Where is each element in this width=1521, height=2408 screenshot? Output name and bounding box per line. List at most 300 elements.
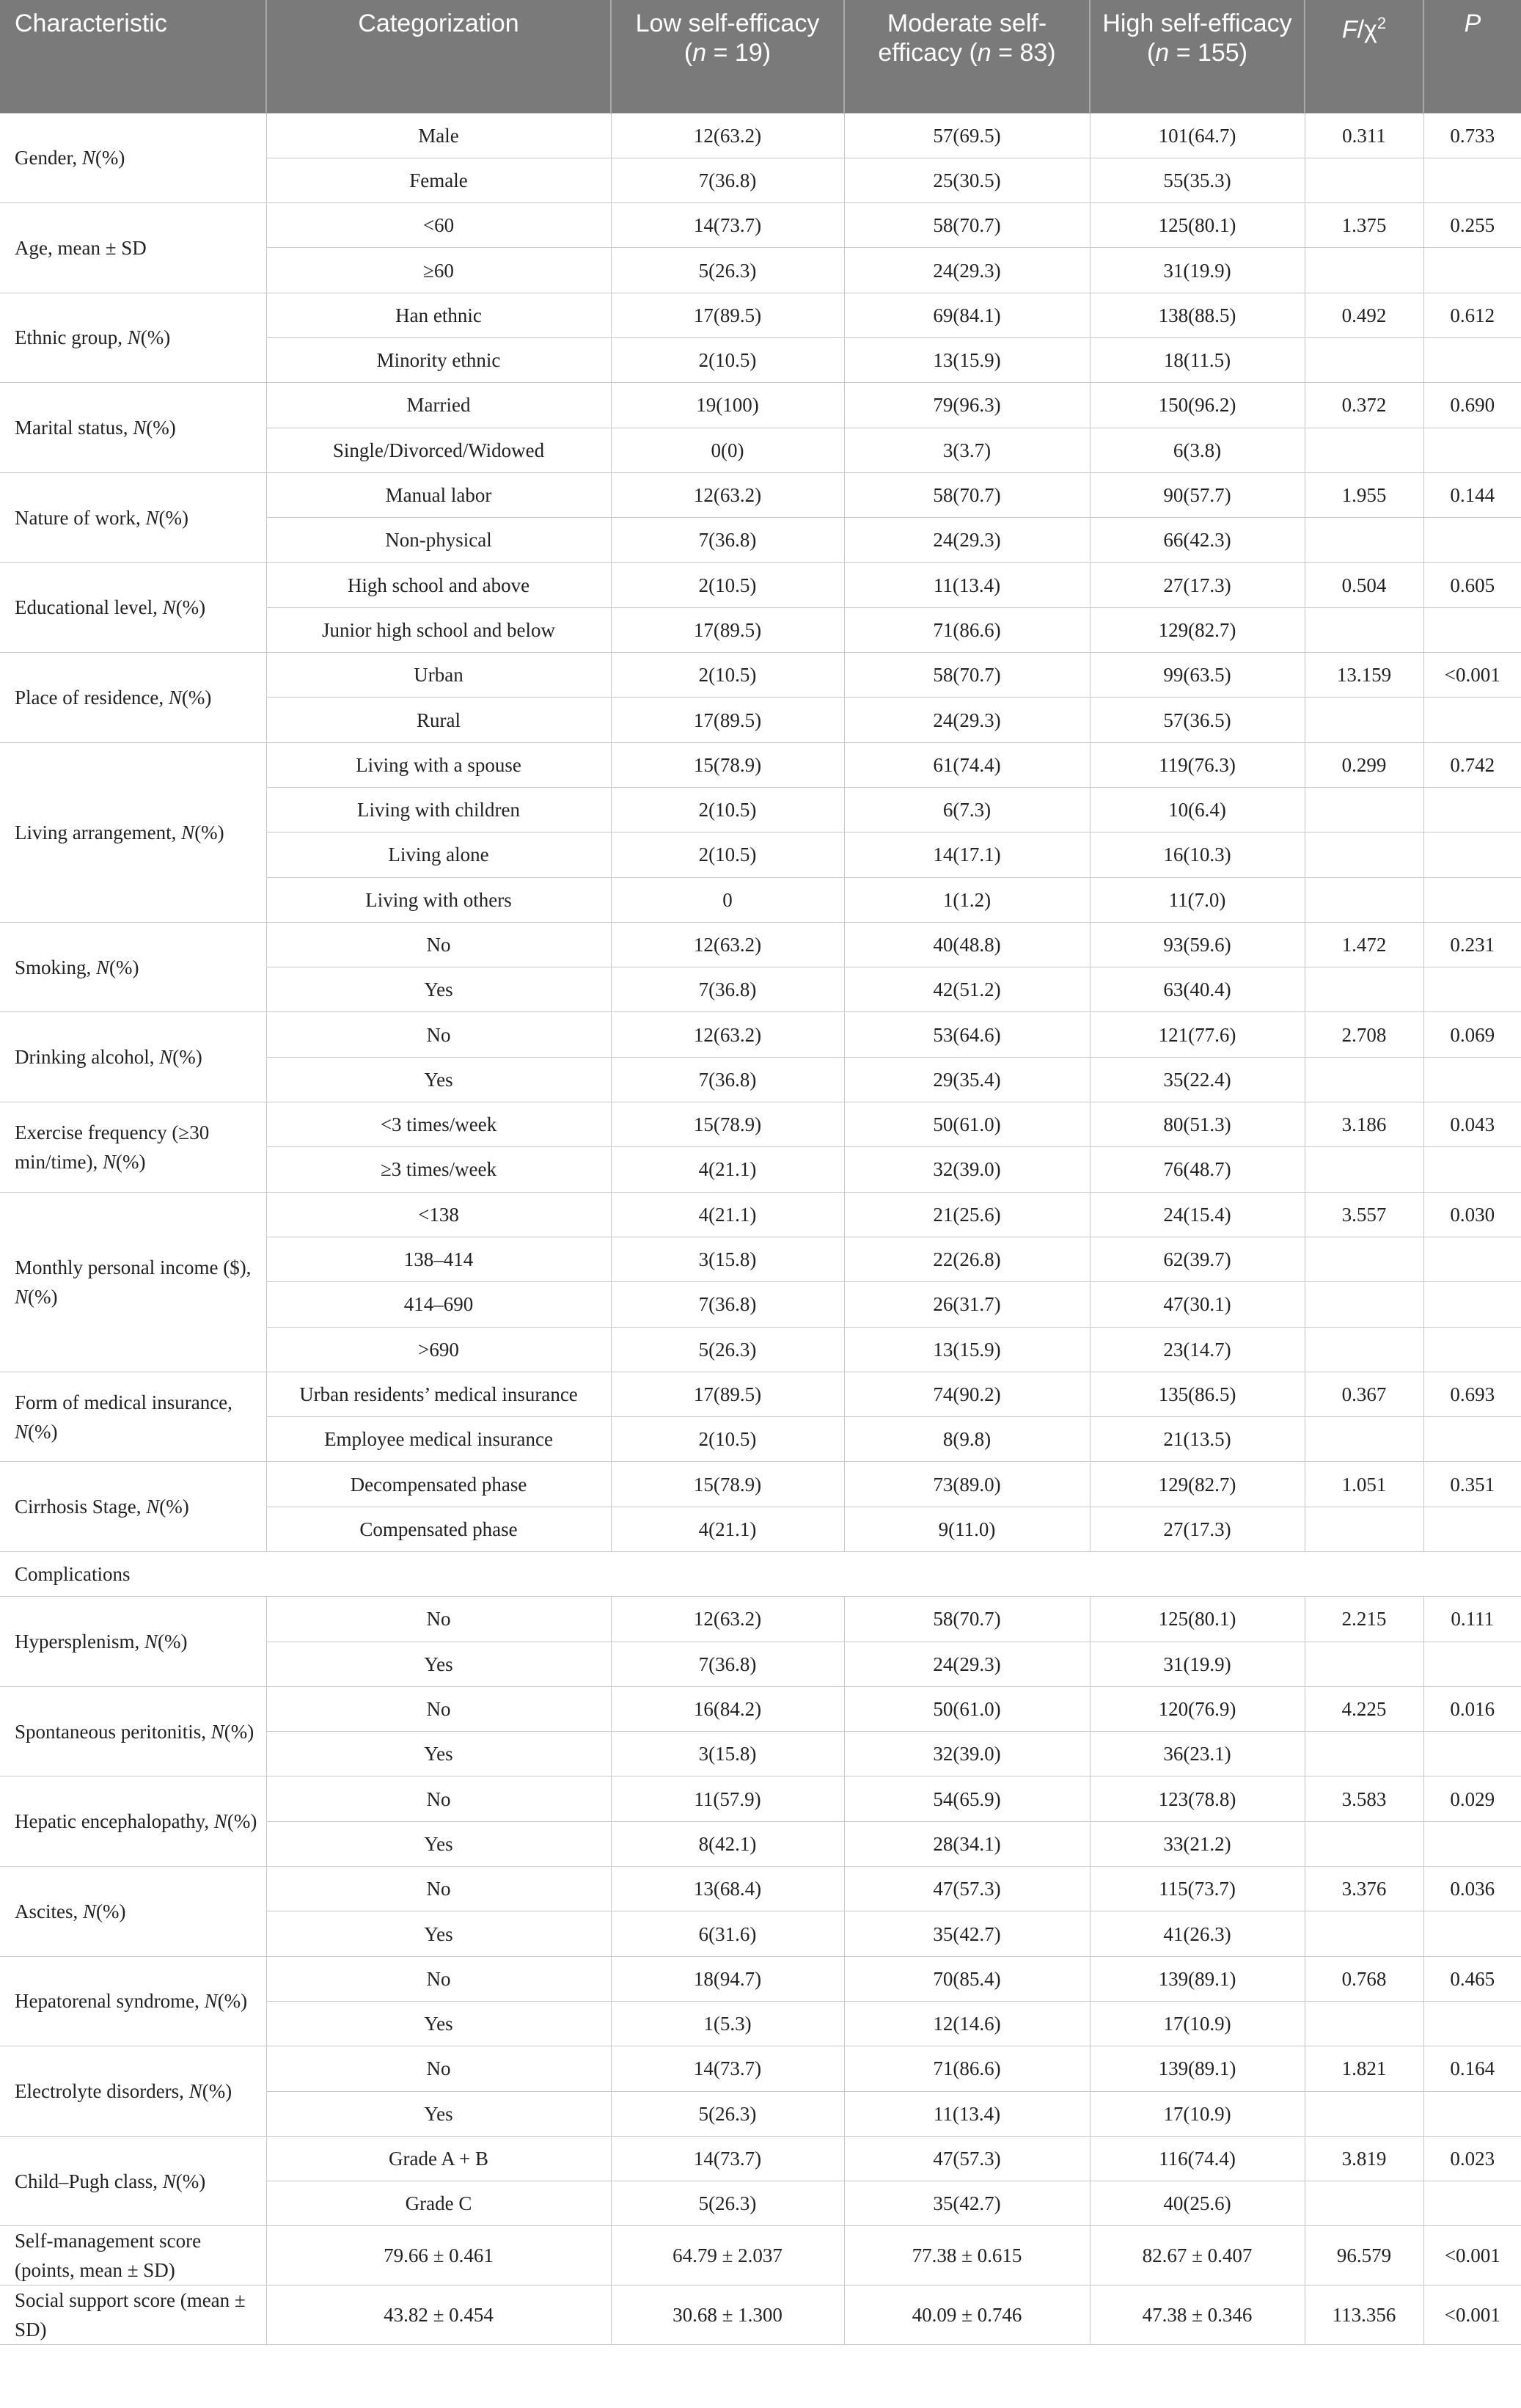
table-row (0, 2286, 1521, 2345)
high-cell: 139(89.1) (1090, 1956, 1305, 2001)
low-cell: 5(26.3) (611, 2181, 844, 2226)
high-cell: 129(82.7) (1090, 607, 1305, 652)
category-cell: Yes (266, 1057, 611, 1102)
category-cell: Living with children (266, 787, 611, 832)
category-cell: Female (266, 158, 611, 202)
moderate-cell: 12(14.6) (844, 2001, 1090, 2046)
p-value-cell: 0.255 (1423, 203, 1521, 248)
symbol-text: N (162, 2170, 176, 2192)
moderate-cell: 69(84.1) (844, 293, 1090, 337)
statistic-cell: 3.186 (1305, 1102, 1423, 1147)
statistic-cell: 4.225 (1305, 1686, 1423, 1731)
low-cell: 5(26.3) (611, 248, 844, 293)
p-value-cell: 0.043 (1423, 1102, 1521, 1147)
category-cell: Living alone (266, 832, 611, 877)
high-cell: 17(10.9) (1090, 2001, 1305, 2046)
moderate-cell: 47(57.3) (844, 1867, 1090, 1911)
characteristic-cell: Hepatic encephalopathy, N(%) (0, 1776, 266, 1867)
moderate-cell: 28(34.1) (844, 1821, 1090, 1866)
symbol-text: N (168, 686, 182, 709)
low-cell: 7(36.8) (611, 1057, 844, 1102)
symbol-text: N (96, 956, 110, 978)
symbol-text: N (15, 1420, 29, 1443)
low-cell: 7(36.8) (611, 518, 844, 563)
statistic-cell: 1.375 (1305, 203, 1423, 248)
table-row (0, 2046, 1521, 2091)
high-cell: 123(78.8) (1090, 1776, 1305, 1821)
category-cell: High school and above (266, 563, 611, 607)
category-cell: No (266, 1956, 611, 2001)
low-cell: 2(10.5) (611, 1417, 844, 1462)
category-cell: Compensated phase (266, 1507, 611, 1551)
category-cell: 138–414 (266, 1237, 611, 1281)
symbol-text: N (82, 1900, 96, 1922)
low-cell: 2(10.5) (611, 563, 844, 607)
statistic-cell (1305, 1417, 1423, 1462)
moderate-cell: 14(17.1) (844, 832, 1090, 877)
statistic-cell (1305, 787, 1423, 832)
high-cell: 17(10.9) (1090, 2091, 1305, 2136)
statistic-cell: 0.768 (1305, 1956, 1423, 2001)
table-row (0, 1372, 1521, 1416)
category-cell: Manual labor (266, 472, 611, 517)
category-cell: Non-physical (266, 518, 611, 563)
category-cell: No (266, 1597, 611, 1642)
p-value-cell: 0.733 (1423, 113, 1521, 158)
p-value-cell (1423, 1327, 1521, 1372)
moderate-cell: 57(69.5) (844, 113, 1090, 158)
moderate-cell: 6(7.3) (844, 787, 1090, 832)
characteristic-cell: Child–Pugh class, N(%) (0, 2136, 266, 2226)
high-cell: 129(82.7) (1090, 1462, 1305, 1507)
p-value-cell: 0.016 (1423, 1686, 1521, 1731)
p-value-cell (1423, 787, 1521, 832)
moderate-cell: 11(13.4) (844, 563, 1090, 607)
symbol-text: N (144, 1631, 158, 1653)
moderate-cell: 40(48.8) (844, 922, 1090, 967)
table-row (0, 653, 1521, 698)
low-cell: 0(0) (611, 428, 844, 472)
high-cell: 27(17.3) (1090, 1507, 1305, 1551)
symbol-text: N (162, 596, 176, 619)
low-cell: 18(94.7) (611, 1956, 844, 2001)
low-cell: 64.79 ± 2.037 (611, 2226, 844, 2286)
p-value-cell (1423, 2001, 1521, 2046)
p-value-cell (1423, 1507, 1521, 1551)
high-cell: 93(59.6) (1090, 922, 1305, 967)
moderate-cell: 58(70.7) (844, 203, 1090, 248)
table-row (0, 1686, 1521, 1731)
high-cell: 40(25.6) (1090, 2181, 1305, 2226)
low-cell: 19(100) (611, 383, 844, 428)
p-value-cell (1423, 1642, 1521, 1686)
p-value-cell: 0.605 (1423, 563, 1521, 607)
table-row (0, 1956, 1521, 2001)
moderate-cell: 35(42.7) (844, 2181, 1090, 2226)
header-high-self-efficacy: High self-efficacy (n = 155) (1090, 0, 1305, 113)
p-value-cell (1423, 832, 1521, 877)
p-value-cell (1423, 877, 1521, 922)
low-cell: 6(31.6) (611, 1911, 844, 1956)
statistic-cell: 3.819 (1305, 2136, 1423, 2181)
low-cell: 13(68.4) (611, 1867, 844, 1911)
table-row (0, 1867, 1521, 1911)
category-cell: Yes (266, 1732, 611, 1776)
symbol-text: N (210, 1720, 224, 1743)
statistic-cell (1305, 1057, 1423, 1102)
high-cell: 119(76.3) (1090, 742, 1305, 787)
table-row (0, 113, 1521, 158)
moderate-cell: 22(26.8) (844, 1237, 1090, 1281)
symbol-text: N (133, 417, 147, 439)
statistic-cell (1305, 877, 1423, 922)
category-cell: No (266, 1012, 611, 1057)
p-value-cell (1423, 158, 1521, 202)
statistic-cell (1305, 832, 1423, 877)
p-value-cell: <0.001 (1423, 2286, 1521, 2345)
p-value-cell: <0.001 (1423, 2226, 1521, 2286)
category-cell: No (266, 1776, 611, 1821)
low-cell: 12(63.2) (611, 472, 844, 517)
category-cell: Han ethnic (266, 293, 611, 337)
p-value-cell (1423, 1911, 1521, 1956)
high-cell: 21(13.5) (1090, 1417, 1305, 1462)
table-row (0, 563, 1521, 607)
moderate-cell: 71(86.6) (844, 2046, 1090, 2091)
statistic-cell (1305, 967, 1423, 1012)
characteristic-cell: Self-management score (points, mean ± SD) (0, 2226, 266, 2286)
high-cell: 55(35.3) (1090, 158, 1305, 202)
p-value-cell: 0.693 (1423, 1372, 1521, 1416)
low-cell: 15(78.9) (611, 742, 844, 787)
category-cell: Yes (266, 1642, 611, 1686)
low-cell: 12(63.2) (611, 1012, 844, 1057)
moderate-cell: 40.09 ± 0.746 (844, 2286, 1090, 2345)
statistic-cell (1305, 1642, 1423, 1686)
high-cell: 116(74.4) (1090, 2136, 1305, 2181)
statistic-cell: 0.504 (1305, 563, 1423, 607)
low-cell: 16(84.2) (611, 1686, 844, 1731)
high-cell: 139(89.1) (1090, 2046, 1305, 2091)
statistic-cell (1305, 1282, 1423, 1327)
statistic-cell: 3.557 (1305, 1192, 1423, 1237)
low-cell: 30.68 ± 1.300 (611, 2286, 844, 2345)
statistic-cell (1305, 2001, 1423, 2046)
characteristic-cell: Smoking, N(%) (0, 922, 266, 1012)
moderate-cell: 1(1.2) (844, 877, 1090, 922)
category-cell: Grade A + B (266, 2136, 611, 2181)
moderate-cell: 24(29.3) (844, 518, 1090, 563)
high-cell: 115(73.7) (1090, 1867, 1305, 1911)
characteristic-cell: Cirrhosis Stage, N(%) (0, 1462, 266, 1552)
moderate-cell: 50(61.0) (844, 1102, 1090, 1147)
category-cell: Urban residents’ medical insurance (266, 1372, 611, 1416)
moderate-cell: 13(15.9) (844, 337, 1090, 382)
table-row (0, 922, 1521, 967)
moderate-cell: 70(85.4) (844, 1956, 1090, 2001)
category-cell: No (266, 1686, 611, 1731)
low-cell: 15(78.9) (611, 1102, 844, 1147)
high-cell: 35(22.4) (1090, 1057, 1305, 1102)
category-cell: Yes (266, 1911, 611, 1956)
p-value-cell (1423, 967, 1521, 1012)
p-value-cell (1423, 428, 1521, 472)
symbol-text: N (213, 1810, 227, 1833)
category-cell: No (266, 1867, 611, 1911)
p-value-cell: 0.164 (1423, 2046, 1521, 2091)
p-value-cell (1423, 1282, 1521, 1327)
table-row (0, 1597, 1521, 1642)
moderate-cell: 24(29.3) (844, 1642, 1090, 1686)
characteristic-cell: Marital status, N(%) (0, 383, 266, 473)
moderate-cell: 53(64.6) (844, 1012, 1090, 1057)
header-row (0, 0, 1521, 113)
low-cell: 0 (611, 877, 844, 922)
category-cell: No (266, 922, 611, 967)
statistic-cell: 0.311 (1305, 113, 1423, 158)
category-cell: Grade C (266, 2181, 611, 2226)
header-low-self-efficacy: Low self-efficacy (n = 19) (611, 0, 844, 113)
symbol-text: N (145, 506, 159, 529)
characteristic-cell: Place of residence, N(%) (0, 653, 266, 743)
high-cell: 101(64.7) (1090, 113, 1305, 158)
high-cell: 138(88.5) (1090, 293, 1305, 337)
statistic-cell (1305, 1327, 1423, 1372)
table-row (0, 2136, 1521, 2181)
characteristic-cell: Social support score (mean ± SD) (0, 2286, 266, 2345)
moderate-cell: 32(39.0) (844, 1732, 1090, 1776)
category-cell: Rural (266, 698, 611, 742)
moderate-cell: 58(70.7) (844, 653, 1090, 698)
high-cell: 47(30.1) (1090, 1282, 1305, 1327)
low-cell: 2(10.5) (611, 653, 844, 698)
statistic-cell: 2.215 (1305, 1597, 1423, 1642)
low-cell: 7(36.8) (611, 158, 844, 202)
high-cell: 36(23.1) (1090, 1732, 1305, 1776)
table-row (0, 1192, 1521, 1237)
moderate-cell: 74(90.2) (844, 1372, 1090, 1416)
p-value-cell (1423, 2181, 1521, 2226)
p-value-cell: 0.030 (1423, 1192, 1521, 1237)
characteristic-cell: Hypersplenism, N(%) (0, 1597, 266, 1687)
high-cell: 10(6.4) (1090, 787, 1305, 832)
statistic-cell: 3.583 (1305, 1776, 1423, 1821)
table-body (0, 113, 1521, 2345)
low-cell: 17(89.5) (611, 293, 844, 337)
p-value-cell (1423, 1057, 1521, 1102)
low-cell: 17(89.5) (611, 698, 844, 742)
p-value-cell: 0.742 (1423, 742, 1521, 787)
statistic-cell: 13.159 (1305, 653, 1423, 698)
p-value-cell: 0.465 (1423, 1956, 1521, 2001)
p-value-cell (1423, 337, 1521, 382)
low-cell: 14(73.7) (611, 2046, 844, 2091)
category-cell: <138 (266, 1192, 611, 1237)
moderate-cell: 3(3.7) (844, 428, 1090, 472)
high-cell: 27(17.3) (1090, 563, 1305, 607)
high-cell: 125(80.1) (1090, 203, 1305, 248)
category-cell: Minority ethnic (266, 337, 611, 382)
low-cell: 2(10.5) (611, 787, 844, 832)
moderate-cell: 50(61.0) (844, 1686, 1090, 1731)
high-cell: 23(14.7) (1090, 1327, 1305, 1372)
statistic-cell (1305, 1507, 1423, 1551)
section-row (0, 1552, 1521, 1597)
category-cell: Junior high school and below (266, 607, 611, 652)
statistic-cell: 3.376 (1305, 1867, 1423, 1911)
p-value-cell: 0.612 (1423, 293, 1521, 337)
moderate-cell: 58(70.7) (844, 1597, 1090, 1642)
category-cell: Yes (266, 2091, 611, 2136)
characteristic-cell: Living arrangement, N(%) (0, 742, 266, 922)
high-cell: 135(86.5) (1090, 1372, 1305, 1416)
statistic-cell (1305, 1732, 1423, 1776)
moderate-cell: 73(89.0) (844, 1462, 1090, 1507)
p-value-cell: 0.144 (1423, 472, 1521, 517)
statistic-cell (1305, 518, 1423, 563)
moderate-cell: 24(29.3) (844, 248, 1090, 293)
high-cell: 41(26.3) (1090, 1911, 1305, 1956)
high-cell: 62(39.7) (1090, 1237, 1305, 1281)
high-cell: 47.38 ± 0.346 (1090, 2286, 1305, 2345)
category-cell: 414–690 (266, 1282, 611, 1327)
high-cell: 33(21.2) (1090, 1821, 1305, 1866)
moderate-cell: 71(86.6) (844, 607, 1090, 652)
high-cell: 150(96.2) (1090, 383, 1305, 428)
symbol-text: N (81, 147, 95, 169)
statistic-cell: 1.472 (1305, 922, 1423, 967)
p-value-cell (1423, 248, 1521, 293)
symbol-text: F (1341, 15, 1357, 44)
table-row (0, 1012, 1521, 1057)
category-cell: 79.66 ± 0.461 (266, 2226, 611, 2286)
p-value-cell (1423, 2091, 1521, 2136)
moderate-cell: 21(25.6) (844, 1192, 1090, 1237)
statistic-cell: 113.356 (1305, 2286, 1423, 2345)
low-cell: 7(36.8) (611, 1642, 844, 1686)
p-value-cell (1423, 1417, 1521, 1462)
category-cell: Yes (266, 2001, 611, 2046)
table-row (0, 293, 1521, 337)
low-cell: 5(26.3) (611, 2091, 844, 2136)
table-row (0, 2226, 1521, 2286)
low-cell: 12(63.2) (611, 113, 844, 158)
statistic-cell: 0.372 (1305, 383, 1423, 428)
table-row (0, 383, 1521, 428)
p-value-cell (1423, 698, 1521, 742)
category-cell: Employee medical insurance (266, 1417, 611, 1462)
table-row (0, 203, 1521, 248)
high-cell: 120(76.9) (1090, 1686, 1305, 1731)
table-row (0, 1102, 1521, 1147)
statistic-cell (1305, 428, 1423, 472)
low-cell: 17(89.5) (611, 607, 844, 652)
category-cell: Married (266, 383, 611, 428)
characteristic-cell: Electrolyte disorders, N(%) (0, 2046, 266, 2137)
moderate-cell: 54(65.9) (844, 1776, 1090, 1821)
high-cell: 121(77.6) (1090, 1012, 1305, 1057)
moderate-cell: 58(70.7) (844, 472, 1090, 517)
p-value-cell: 0.029 (1423, 1776, 1521, 1821)
symbol-text: N (102, 1150, 116, 1173)
p-value-cell: 0.231 (1423, 922, 1521, 967)
moderate-cell: 61(74.4) (844, 742, 1090, 787)
low-cell: 8(42.1) (611, 1821, 844, 1866)
low-cell: 12(63.2) (611, 1597, 844, 1642)
low-cell: 12(63.2) (611, 922, 844, 967)
characteristic-cell: Educational level, N(%) (0, 563, 266, 653)
category-cell: 43.82 ± 0.454 (266, 2286, 611, 2345)
high-cell: 76(48.7) (1090, 1147, 1305, 1192)
symbol-text: n (692, 39, 707, 67)
statistic-cell: 1.051 (1305, 1462, 1423, 1507)
header-characteristic: Characteristic (15, 10, 167, 37)
statistic-cell (1305, 1911, 1423, 1956)
low-cell: 4(21.1) (611, 1147, 844, 1192)
statistic-cell: 0.299 (1305, 742, 1423, 787)
category-cell: <3 times/week (266, 1102, 611, 1147)
p-value-cell: 0.690 (1423, 383, 1521, 428)
high-cell: 66(42.3) (1090, 518, 1305, 563)
statistic-cell: 1.955 (1305, 472, 1423, 517)
high-cell: 18(11.5) (1090, 337, 1305, 382)
moderate-cell: 29(35.4) (844, 1057, 1090, 1102)
category-cell: Single/Divorced/Widowed (266, 428, 611, 472)
table-row (0, 472, 1521, 517)
statistic-cell (1305, 1821, 1423, 1866)
characteristic-cell: Monthly personal income ($), N(%) (0, 1192, 266, 1372)
high-cell: 82.67 ± 0.407 (1090, 2226, 1305, 2286)
moderate-cell: 32(39.0) (844, 1147, 1090, 1192)
moderate-cell: 47(57.3) (844, 2136, 1090, 2181)
characteristic-cell: Ethnic group, N(%) (0, 293, 266, 383)
category-cell: Living with a spouse (266, 742, 611, 787)
moderate-cell: 9(11.0) (844, 1507, 1090, 1551)
statistic-cell (1305, 1147, 1423, 1192)
low-cell: 11(57.9) (611, 1776, 844, 1821)
high-cell: 6(3.8) (1090, 428, 1305, 472)
characteristic-cell: Spontaneous peritonitis, N(%) (0, 1686, 266, 1776)
low-cell: 4(21.1) (611, 1507, 844, 1551)
table-row (0, 1462, 1521, 1507)
low-cell: 4(21.1) (611, 1192, 844, 1237)
header-categorization: Categorization (266, 0, 611, 113)
high-cell: 31(19.9) (1090, 248, 1305, 293)
category-cell: No (266, 2046, 611, 2091)
characteristic-cell: Nature of work, N(%) (0, 472, 266, 563)
statistic-cell: 0.367 (1305, 1372, 1423, 1416)
category-cell: Living with others (266, 877, 611, 922)
high-cell: 11(7.0) (1090, 877, 1305, 922)
symbol-text: N (15, 1285, 29, 1308)
high-cell: 31(19.9) (1090, 1642, 1305, 1686)
moderate-cell: 8(9.8) (844, 1417, 1090, 1462)
statistic-cell (1305, 2091, 1423, 2136)
low-cell: 3(15.8) (611, 1732, 844, 1776)
moderate-cell: 25(30.5) (844, 158, 1090, 202)
moderate-cell: 26(31.7) (844, 1282, 1090, 1327)
statistic-cell (1305, 337, 1423, 382)
moderate-cell: 11(13.4) (844, 2091, 1090, 2136)
p-value-cell: <0.001 (1423, 653, 1521, 698)
section-label: Complications (0, 1552, 1521, 1597)
low-cell: 2(10.5) (611, 832, 844, 877)
statistic-cell (1305, 607, 1423, 652)
symbol-text: N (127, 326, 141, 349)
moderate-cell: 42(51.2) (844, 967, 1090, 1012)
moderate-cell: 35(42.7) (844, 1911, 1090, 1956)
low-cell: 5(26.3) (611, 1327, 844, 1372)
